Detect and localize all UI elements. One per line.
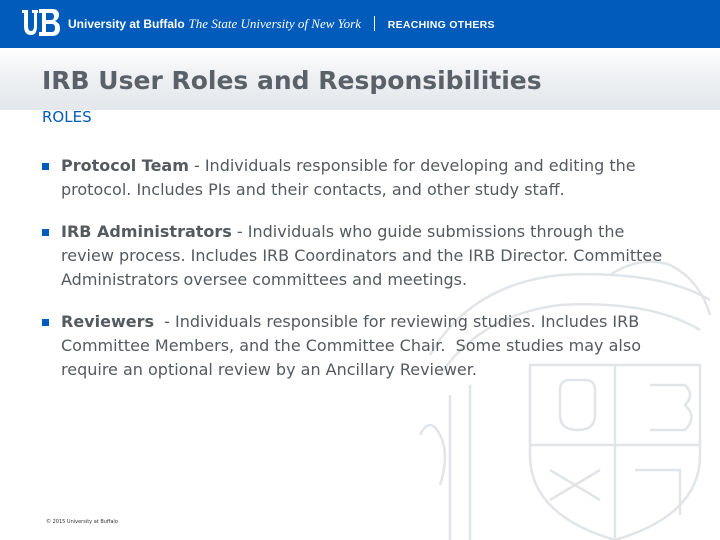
bullet-lead: Protocol Team [61, 156, 189, 175]
roles-bullet-list [42, 154, 682, 400]
bullet-text: - Individuals responsible for reviewing studies. Includes IRB Committee Members, and the Committee Chair. Some studies may also require an optional review by an Ancillary Reviewer. [61, 312, 647, 379]
slide-subtitle: ROLES [42, 108, 92, 126]
copyright-notice: © 2015 University at Buffalo [46, 519, 118, 525]
bullet-irb-administrators [42, 220, 682, 292]
bullet-text: - Individuals responsible for developing and editing the protocol. Includes PIs and their contacts, and other study staff. [61, 156, 636, 199]
square-bullet-icon [42, 229, 49, 236]
brand-header-bar [0, 0, 720, 48]
bullet-text: - Individuals who guide submissions through the review process. Includes IRB Coordinators and the IRB Director. Committee Administrators oversee committees and meetings. [61, 222, 663, 289]
bullet-protocol-team [42, 154, 682, 202]
bullet-reviewers [42, 310, 682, 382]
slide-title: IRB User Roles and Responsibilities [42, 66, 542, 95]
ub-logo-icon [22, 8, 62, 38]
university-name: University at Buffalo [68, 17, 185, 31]
square-bullet-icon [42, 163, 49, 170]
bullet-lead: Reviewers [61, 312, 154, 331]
square-bullet-icon [42, 319, 49, 326]
header-divider [374, 16, 375, 31]
header-tagline: REACHING OTHERS [387, 19, 495, 31]
bullet-lead: IRB Administrators [61, 222, 232, 241]
university-affiliation: The State University of New York [188, 16, 362, 31]
